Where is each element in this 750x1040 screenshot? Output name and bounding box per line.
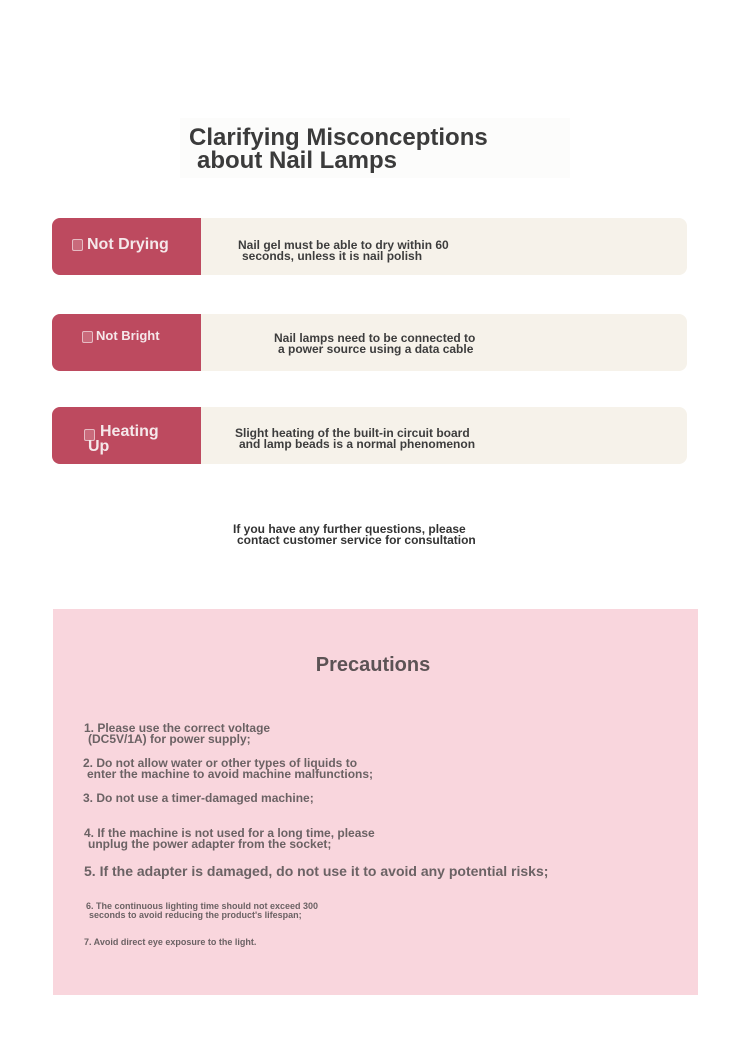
lamp-icon	[82, 331, 93, 343]
misconception-card-not-drying	[52, 218, 687, 275]
contact-note-line2: contact customer service for consultation	[237, 533, 476, 547]
page-title-line1: Clarifying Misconceptions	[189, 124, 488, 151]
misconception-tag	[52, 314, 201, 371]
precaution-item-1-line2: (DC5V/1A) for power supply;	[88, 732, 251, 746]
precaution-item-5: 5. If the adapter is damaged, do not use it to avoid any potential risks;	[84, 863, 549, 879]
misconception-tag	[52, 407, 201, 464]
precaution-item-6-line1: 6. The continuous lighting time should not exceed 300	[86, 901, 319, 911]
precaution-item-4-line2: unplug the power adapter from the socket;	[88, 837, 332, 851]
misconception-card-heating-up	[52, 407, 687, 464]
misconception-desc-line2: and lamp beads is a normal phenomenon	[239, 437, 476, 451]
misconception-tag-label-line2: Up	[88, 438, 110, 455]
lamp-icon	[72, 239, 83, 251]
misconception-tag-label: Not Bright	[96, 328, 160, 343]
precaution-item-2-line2: enter the machine to avoid machine malfunctions;	[87, 767, 374, 781]
misconception-tag-label: Not Drying	[87, 236, 169, 253]
precautions-panel	[53, 609, 698, 995]
precaution-item-6-line2: seconds to avoid reducing the product's lifespan;	[89, 910, 302, 920]
misconception-desc-line2: a power source using a data cable	[278, 342, 474, 356]
misconception-desc-line1: Nail gel must be able to dry within 60	[238, 238, 449, 252]
precaution-item-3: 3. Do not use a timer-damaged machine;	[83, 791, 314, 805]
misconception-tag-label-line1: Heating	[100, 423, 159, 440]
misconception-tag	[52, 218, 201, 275]
misconception-desc-line1: Nail lamps need to be connected to	[274, 331, 476, 345]
page-title-line2: about Nail Lamps	[197, 147, 398, 174]
contact-note-line1: If you have any further questions, please	[233, 522, 466, 536]
misconception-desc-line1: Slight heating of the built-in circuit board	[235, 426, 470, 440]
precaution-item-7: 7. Avoid direct eye exposure to the light.	[84, 937, 257, 947]
precautions-title: Precautions	[315, 654, 431, 676]
precaution-item-1-line1: 1. Please use the correct voltage	[84, 721, 271, 735]
precaution-item-4-line1: 4. If the machine is not used for a long time, please	[84, 826, 375, 840]
misconception-card-not-bright	[52, 314, 687, 371]
precaution-item-2-line1: 2. Do not allow water or other types of liquids to	[83, 756, 358, 770]
misconception-desc-line2: seconds, unless it is nail polish	[242, 249, 423, 263]
